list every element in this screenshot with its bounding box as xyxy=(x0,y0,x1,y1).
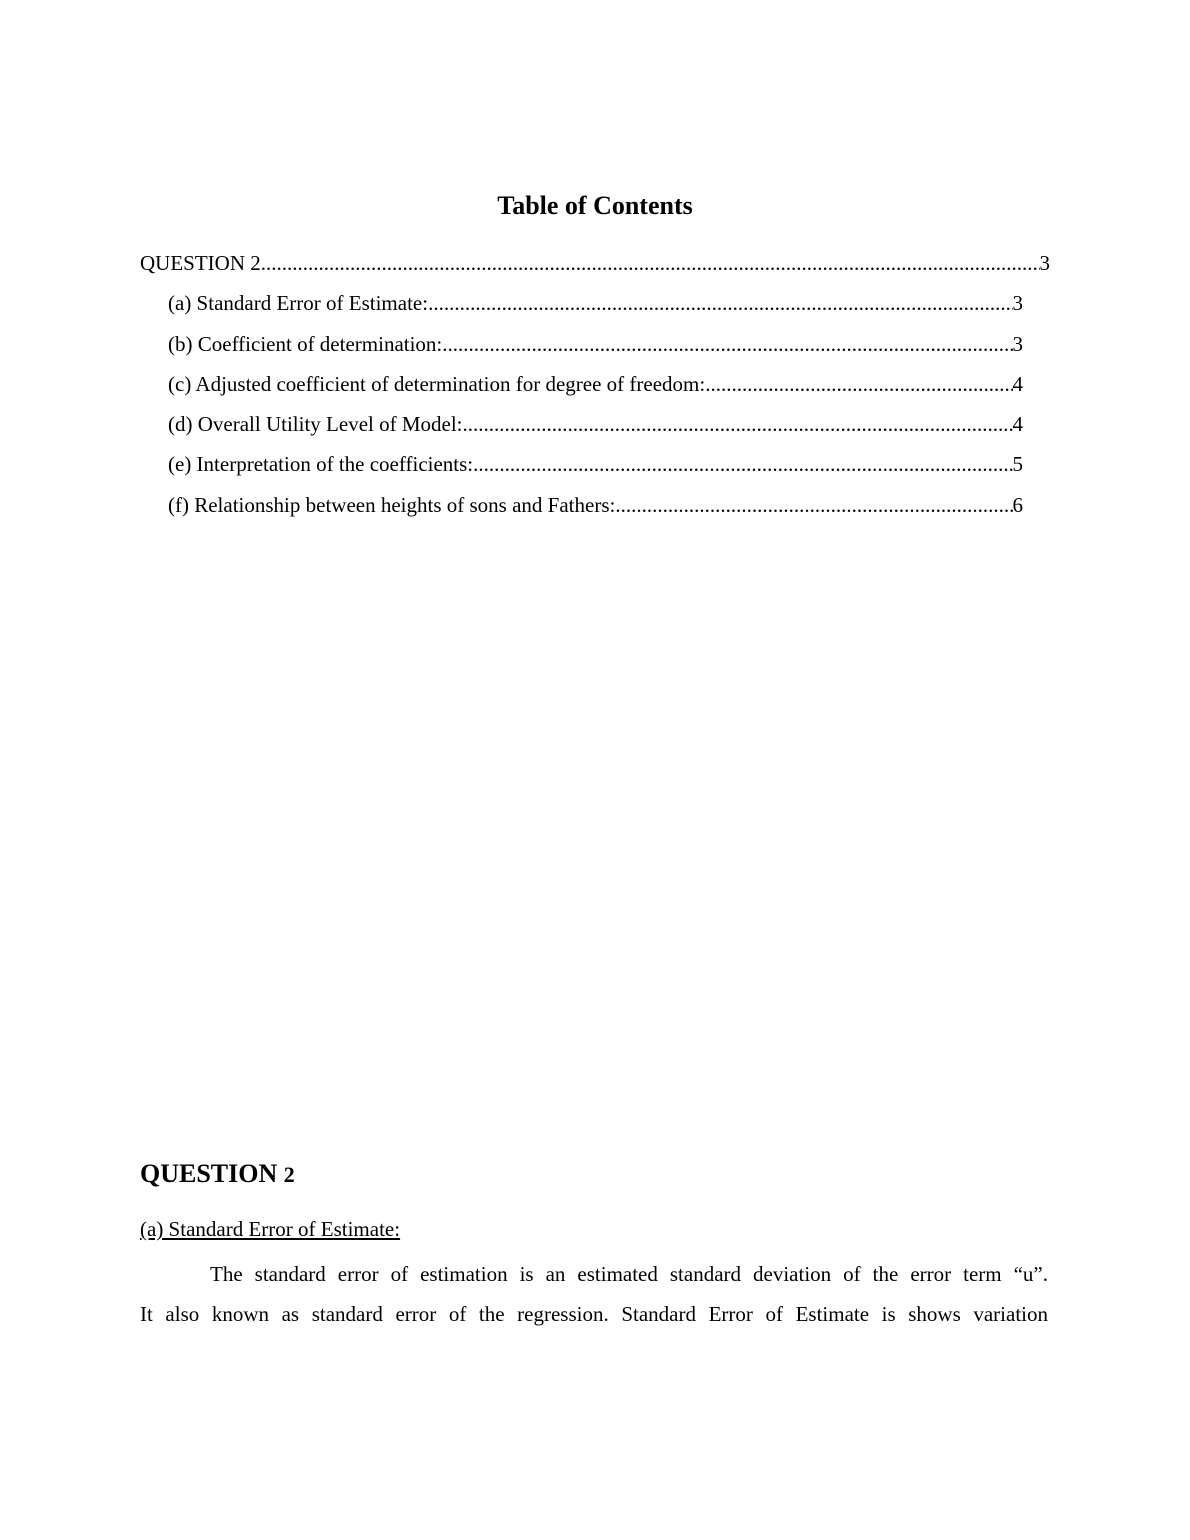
toc-entry-f[interactable] xyxy=(168,491,1023,519)
toc-entry-question-2[interactable] xyxy=(140,249,1050,277)
toc-entry-b[interactable] xyxy=(168,330,1023,358)
toc-dot-leader xyxy=(463,410,1013,438)
subsection-heading: (a) Standard Error of Estimate: xyxy=(140,1217,401,1241)
toc-entry-label: (f) Relationship between heights of sons and Fathers: xyxy=(168,493,616,517)
body-line: It also known as standard error of the regression. Standard Error of Estimate is shows variation xyxy=(140,1302,1048,1326)
toc-page-number: 3 xyxy=(1039,251,1050,275)
toc-entry-label: (e) Interpretation of the coefficients: xyxy=(168,452,474,476)
toc-entry-e[interactable] xyxy=(168,450,1023,478)
toc-entry-c[interactable] xyxy=(168,370,1023,398)
toc-entry-a[interactable] xyxy=(168,289,1023,317)
section-heading-number: 2 xyxy=(283,1162,295,1187)
toc-title: Table of Contents xyxy=(497,191,693,220)
toc-dot-leader xyxy=(615,491,1012,519)
toc-page-number: 5 xyxy=(1012,452,1023,476)
toc-dot-leader xyxy=(261,249,1040,277)
section-heading xyxy=(140,1156,295,1193)
toc-entry-d[interactable] xyxy=(168,410,1023,438)
toc-dot-leader xyxy=(473,450,1012,478)
toc-page-number: 3 xyxy=(1012,291,1023,315)
toc-dot-leader xyxy=(705,370,1012,398)
body-paragraph xyxy=(140,1254,1048,1334)
toc-dot-leader xyxy=(428,289,1012,317)
toc-dot-leader xyxy=(442,330,1012,358)
toc-entry-label: QUESTION 2 xyxy=(140,251,261,275)
toc-entry-label: (d) Overall Utility Level of Model: xyxy=(168,412,463,436)
toc-page-number: 4 xyxy=(1012,372,1023,396)
toc-entry-label: (b) Coefficient of determination: xyxy=(168,332,443,356)
body-line: The standard error of estimation is an estimated standard deviation of the error term “u”. xyxy=(210,1262,1048,1286)
toc-page-number: 4 xyxy=(1012,412,1023,436)
toc-entry-label: (c) Adjusted coefficient of determination for degree of freedom: xyxy=(168,372,706,396)
section-heading-word: QUESTION xyxy=(140,1159,278,1188)
toc-page-number: 6 xyxy=(1012,493,1023,517)
toc-page-number: 3 xyxy=(1012,332,1023,356)
toc-entry-label: (a) Standard Error of Estimate: xyxy=(168,291,429,315)
